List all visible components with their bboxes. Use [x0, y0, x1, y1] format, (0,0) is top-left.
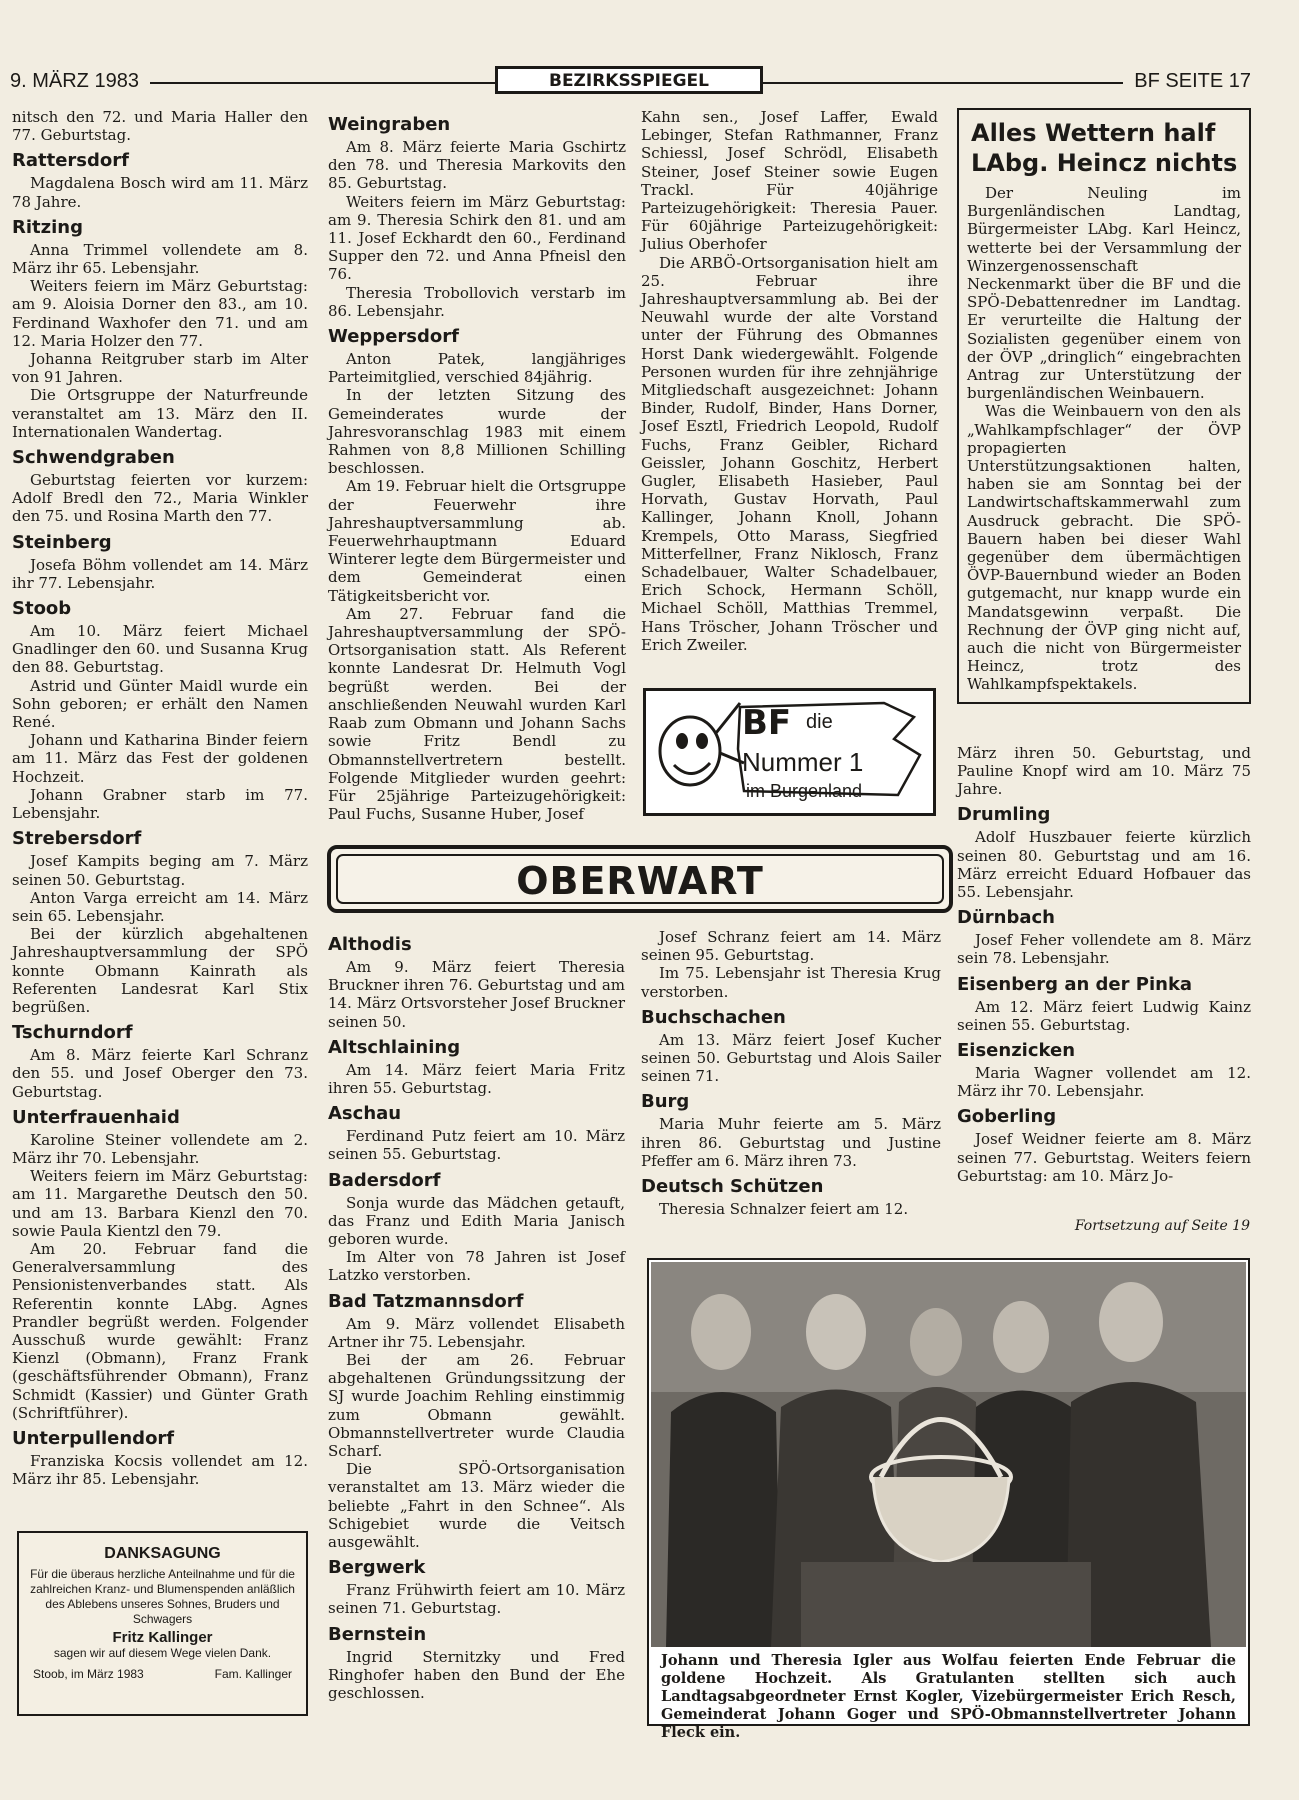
place-heading: Steinberg [12, 531, 112, 553]
news-paragraph: Magdalena Bosch wird am 11. März 78 Jahre. [12, 174, 308, 211]
page-header [0, 62, 1299, 102]
news-paragraph: Johanna Reitgruber starb im Alter von 91 Jahren. [12, 350, 308, 387]
news-paragraph: In der letzten Sitzung des Gemeinderates wurde der Jahresvoranschlag 1983 mit einem Rahmen von 8,8 Millionen Schilling beschlossen. [328, 386, 626, 478]
news-paragraph: Theresia Schnalzer feiert am 12. [659, 1200, 909, 1219]
bf-ad-word: die [806, 711, 833, 733]
news-paragraph: Im Alter von 78 Jahren ist Josef Latzko verstorben. [328, 1248, 625, 1285]
news-paragraph: Am 19. Februar hielt die Ortsgruppe der Feuerwehr ihre Jahreshauptversammlung ab. Feuerwehrhauptmann Eduard Winterer legte dem Bürgermeister und dem Gemeinderat einen Tätigkeitsbericht vor. [328, 477, 626, 605]
news-paragraph: Sonja wurde das Mädchen getauft, das Franz und Edith Maria Janisch geboren wurde. [328, 1193, 625, 1249]
place-heading: Aschau [328, 1103, 402, 1125]
header-rule-right [763, 82, 1123, 84]
place-heading: Unterfrauenhaid [12, 1106, 180, 1128]
news-paragraph: Am 8. März feierte Karl Schranz den 55. und Josef Oberger den 73. Geburtstag. [12, 1046, 308, 1101]
place-heading: Schwendgraben [12, 447, 175, 469]
bf-ad-subline: im Burgenland [746, 781, 863, 801]
news-paragraph: nitsch den 72. und Maria Haller den 77. Geburtstag. [12, 108, 308, 145]
bf-logo: BF [742, 703, 792, 743]
news-paragraph: Am 20. Februar fand die Generalversammlung des Pensionistenverbandes statt. Als Referentin konnte LAbg. Agnes Prandler begrüßt werden. Folgender Ausschuß wurde gewählt: Franz Kienzl (Obmann), Franz Frank (geschäftsführender Obmann), Franz Schmidt (Kassier) und Günter Grath (Schriftführer). [12, 1239, 308, 1422]
mascot-icon [648, 693, 748, 811]
news-paragraph: Am 9. März feiert Theresia Bruckner ihren 76. Geburtstag und am 14. März Ortsvorsteher Josef Bruckner seinen 50. [328, 958, 625, 1031]
news-paragraph: Ferdinand Putz feiert am 10. März seinen 55. Geburtstag. [328, 1127, 625, 1164]
news-paragraph: Franziska Kocsis vollendet am 12. März ihr 85. Lebensjahr. [12, 1451, 308, 1489]
place-heading: Ritzing [12, 216, 83, 238]
page-number: BF SEITE 17 [1134, 70, 1251, 92]
news-paragraph: Theresia Trobollovich verstarb im 86. Lebensjahr. [328, 283, 626, 320]
news-paragraph: Anton Varga erreicht am 14. März sein 65. Lebensjahr. [12, 888, 308, 925]
place-heading: Rattersdorf [12, 150, 129, 172]
news-paragraph: Adolf Huszbauer feierte kürzlich seinen 80. Geburtstag und am 16. März erreicht Eduard Hofbauer das 55. Lebensjahr. [957, 828, 1251, 901]
section-title: BEZIRKSSPIEGEL [495, 66, 763, 94]
place-heading: Deutsch Schützen [641, 1176, 824, 1198]
place-heading: Bernstein [328, 1623, 427, 1645]
place-heading: Weingraben [328, 114, 451, 135]
article-headline: Alles Wettern half LAbg. Heincz nichts [971, 119, 1238, 177]
news-paragraph: Johann Grabner starb im 77. Lebensjahr. [12, 785, 308, 823]
news-paragraph: März ihren 50. Geburtstag, und Pauline Knopf wird am 10. März 75 Jahre. [957, 743, 1251, 799]
news-paragraph: Franz Frühwirth feiert am 10. März seinen 71. Geburtstag. [328, 1581, 625, 1618]
column-4-body [957, 744, 1251, 1185]
news-paragraph: Die SPÖ-Ortsorganisation veranstaltet am 13. März wieder die beliebte „Fahrt in den Schnee“. Als Schigebiet wurde die Veitsch ausgewählt. [328, 1460, 625, 1552]
place-heading: Tschurndorf [12, 1022, 133, 1044]
news-paragraph: Am 8. März feierte Maria Gschirtz den 78. und Theresia Markovits den 85. Geburtstag. [328, 138, 626, 193]
column-4 [957, 108, 1251, 1185]
news-paragraph: Bei der kürzlich abgehaltenen Jahreshauptversammlung der SPÖ konnte Obmann Kainrath als Referenten Landesrat Karl Stix begrüßen. [12, 925, 308, 1016]
news-paragraph: Karoline Steiner vollendete am 2. März ihr 70. Lebensjahr. [12, 1130, 308, 1167]
bf-ad-slogan: Nummer 1 [742, 747, 864, 777]
news-paragraph: Am 12. März feiert Ludwig Kainz seinen 55. Geburtstag. [957, 997, 1251, 1034]
place-heading: Buchschachen [641, 1006, 786, 1028]
notice-title: DANKSAGUNG [104, 1545, 221, 1562]
notice-name: Fritz Kallinger [112, 1629, 213, 1646]
notice-text: Für die überaus herzliche Anteilnahme und für die zahlreichen Kranz- und Blumenspenden anläßlich des Ablebens unseres Sohnes, Bruders und Schwagers [30, 1567, 295, 1626]
column-2 [328, 108, 626, 823]
news-paragraph: Die ARBÖ-Ortsorganisation hielt am 25. Februar ihre Jahreshauptversammlung ab. Bei der Neuwahl wurde der alte Vorstand unter der Führung des Obmannes Horst Dank wiedergewählt. Folgende Personen wurden für ihre zehnjährige Mitgliedschaft ausgezeichnet: Johann Binder, Rudolf, Binder, Hans Dorner, Josef Esztl, Friedrich Leopold, Rudolf Fuchs, Franz Geibler, Richard Geissler, Johann Goschitz, Herbert Gugler, Elisabeth Hasieber, Paul Horvath, Gustav Horvath, Paul Kallinger, Johann Knoll, Johann Krempels, Otto Marass, Siegfried Mitterfellner, Franz Niklosch, Franz Schadelbauer, Walter Schadelbauer, Erich Schock, Hermann Schöll, Michael Schöll, Matthias Tremmel, Hans Tröscher, Johann Tröscher und Erich Zweiler. [641, 253, 938, 654]
oberwart-column-1 [328, 928, 625, 1702]
news-paragraph: Kahn sen., Josef Laffer, Ewald Lebinger, Stefan Rathmanner, Franz Schiessl, Josef Schrödl, Elisabeth Steiner, Josef Steiner sowie Eugen Trackl. Für 40jährige Parteizugehörigkeit: Theresia Pauer. Für 60jährige Parteizugehörigkeit: Julius Oberhofer [641, 108, 938, 254]
notice-thanks: sagen wir auf diesem Wege vielen Dank. [53, 1646, 272, 1660]
news-paragraph: Geburtstag feierten vor kurzem: Adolf Bredl den 72., Maria Winkler den 75. und Rosina Marth den 77. [12, 471, 308, 526]
obituary-notice [17, 1531, 308, 1716]
news-paragraph: Ingrid Sternitzky und Fred Ringhofer haben den Bund der Ehe geschlossen. [328, 1647, 625, 1703]
header-rule-left [150, 82, 495, 84]
photo-block [647, 1258, 1250, 1741]
place-heading: Bergwerk [328, 1557, 426, 1579]
oberwart-column-2 [641, 928, 941, 1218]
news-paragraph: Am 13. März feiert Josef Kucher seinen 50. Geburtstag und Alois Sailer seinen 71. [641, 1030, 941, 1086]
news-paragraph: Maria Muhr feierte am 5. März ihren 86. Geburtstag und Justine Pfeffer am 6. März ihren 73. [641, 1115, 941, 1170]
news-paragraph: Im 75. Lebensjahr ist Theresia Krug verstorben. [641, 964, 941, 1001]
place-heading: Burg [641, 1091, 690, 1113]
news-paragraph: Josef Weidner feierte am 8. März seinen 77. Geburtstag. Weiters feiern Geburtstag: am 10. März Jo- [957, 1130, 1251, 1185]
news-paragraph: Josefa Böhm vollendet am 14. März ihr 77. Lebensjahr. [12, 555, 308, 592]
boxed-article [957, 108, 1251, 704]
news-paragraph: Weiters feiern im März Geburtstag: am 11. Margarethe Deutsch den 50. und am 13. Barbara Kienzl den 70. sowie Paula Kientzl den 79. [12, 1167, 308, 1240]
article-paragraph: Der Neuling im Burgenländischen Landtag, Bürgermeister LAbg. Karl Heincz, wetterte bei der Versammlung der Winzergenossenschaft Neckenmarkt über die BF und die SPÖ-Debattenredner im Landtag. Er verurteilte die Haltung der Sozialisten gegenüber einem von der ÖVP „dringlich“ eingebrachten Antrag zur Unterstützung der burgenländischen Weinbauern. [967, 184, 1241, 403]
news-paragraph: Am 10. März feiert Michael Gnadlinger den 60. und Susanna Krug den 88. Geburtstag. [12, 622, 308, 677]
place-heading: Bad Tatzmannsdorf [328, 1290, 524, 1312]
place-heading: Dürnbach [957, 907, 1055, 929]
news-paragraph: Die Ortsgruppe der Naturfreunde veranstaltet am 13. März den II. Internationalen Wandertag. [12, 386, 308, 441]
district-title: OBERWART [336, 854, 944, 904]
notice-family: Fam. Kallinger [214, 1667, 292, 1681]
column-1 [12, 108, 308, 1488]
news-paragraph: Am 27. Februar fand die Jahreshauptversammlung der SPÖ-Ortsorganisation statt. Als Referent konnte Landesrat Dr. Helmuth Vogl begrüßt werden. Bei der anschließenden Neuwahl wurden Karl Raab zum Obmann und Johann Sachs sowie Fritz Bendl zu Obmannstellvertretern bestellt. Folgende Mitglieder wurden geehrt: Für 25jährige Parteizugehörigkeit: Paul Fuchs, Susanne Huber, Josef [328, 604, 626, 824]
place-heading: Stoob [12, 598, 72, 620]
column-3 [641, 108, 938, 654]
place-heading: Eisenberg an der Pinka [957, 973, 1193, 995]
news-paragraph: Maria Wagner vollendet am 12. März ihr 70. Lebensjahr. [957, 1063, 1251, 1101]
place-heading: Badersdorf [328, 1169, 441, 1191]
article-paragraph: Was die Weinbauern von den als „Wahlkampfschlager“ der ÖVP propagierten Unterstützungsaktionen halten, haben sie am Sonntag bei der Landwirtschaftskammerwahl zum Ausdruck gebracht. Die SPÖ-Bauern haben bei dieser Wahl gegenüber dem übermächtigen ÖVP-Bauernbund wieder an Boden gutgemacht, nur knapp wurde ein Mandatsgewinn verpaßt. Die Rechnung der ÖVP ging nicht auf, auch die nicht von Bürgermeister Heincz, trotz des Wahlkampfspektakels. [967, 402, 1241, 694]
place-heading: Althodis [328, 934, 412, 955]
news-paragraph: Josef Kampits beging am 7. März seinen 50. Geburtstag. [12, 852, 308, 889]
place-heading: Altschlaining [328, 1036, 461, 1058]
place-heading: Weppersdorf [328, 326, 459, 348]
news-paragraph: Weiters feiern im März Geburtstag: am 9. Aloisia Dorner den 83., am 10. Ferdinand Waxhofer den 71. und am 12. Maria Holzer den 77. [12, 277, 308, 350]
bf-advertisement [643, 688, 936, 816]
district-banner [327, 845, 953, 913]
news-paragraph: Anton Patek, langjähriges Parteimitglied, verschied 84jährig. [328, 350, 626, 387]
place-heading: Eisenzicken [957, 1039, 1076, 1061]
news-paragraph: Josef Schranz feiert am 14. März seinen 95. Geburtstag. [641, 928, 941, 965]
notice-place-date: Stoob, im März 1983 [33, 1667, 144, 1681]
place-heading: Strebersdorf [12, 828, 142, 850]
issue-date: 9. MÄRZ 1983 [10, 70, 139, 92]
photo-caption: Johann und Theresia Igler aus Wolfau feierten Ende Februar die goldene Hochzeit. Als Gratulanten stellten sich auch Landtagsabgeordneter Ernst Kogler, Vizebürgermeister Erich Resch, Gemeinderat Johann Goger und SPÖ-Obmannstellvertreter Johann Fleck ein. [661, 1652, 1236, 1741]
news-paragraph: Am 14. März feiert Maria Fritz ihren 55. Geburtstag. [328, 1060, 625, 1098]
news-paragraph: Astrid und Günter Maidl wurde ein Sohn geboren; er erhält den Namen René. [12, 676, 308, 732]
news-paragraph: Bei der am 26. Februar abgehaltenen Gründungssitzung der SJ wurde Joachim Rehling einstimmig zum Obmann gewählt. Obmannstellvertreter wurde Claudia Scharf. [328, 1351, 625, 1461]
place-heading: Unterpullendorf [12, 1427, 175, 1449]
continuation-note: Fortsetzung auf Seite 19 [1074, 1218, 1250, 1234]
news-paragraph: Johann und Katharina Binder feiern am 11. März das Fest der goldenen Hochzeit. [12, 731, 308, 786]
news-paragraph: Josef Feher vollendete am 8. März sein 78. Lebensjahr. [957, 931, 1251, 968]
news-paragraph: Weiters feiern im März Geburtstag: am 9. Theresia Schirk den 81. und am 11. Josef Eckhardt den 60., Ferdinand Supper den 72. und Anna Pfneisl den 76. [328, 192, 626, 284]
news-paragraph: Am 9. März vollendet Elisabeth Artner ihr 75. Lebensjahr. [328, 1314, 625, 1351]
news-paragraph: Anna Trimmel vollendete am 8. März ihr 65. Lebensjahr. [12, 240, 308, 278]
place-heading: Drumling [957, 804, 1051, 826]
place-heading: Goberling [957, 1106, 1057, 1128]
group-photo [651, 1262, 1246, 1647]
